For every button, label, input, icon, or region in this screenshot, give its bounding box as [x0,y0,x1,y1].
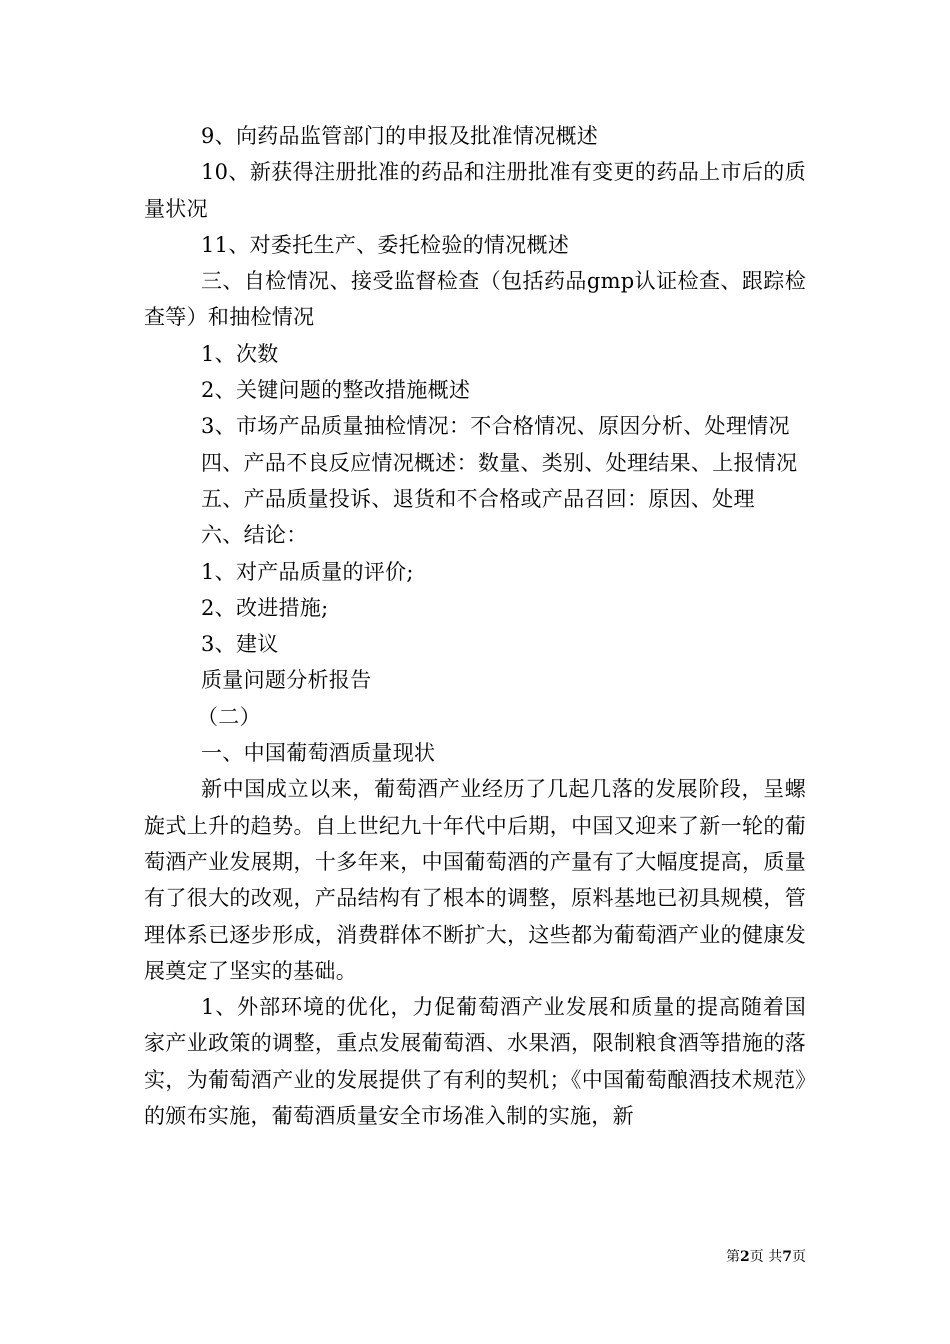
list-item-market-sampling: 3、市场产品质量抽检情况：不合格情况、原因分析、处理情况 [201,414,790,439]
total-pages-number: 7 [782,1249,792,1265]
current-page-number: 2 [740,1249,750,1265]
section-heading-5: 五、产品质量投诉、退货和不合格或产品召回：原因、处理 [201,486,755,511]
list-item-9: 9、向药品监管部门的申报及批准情况概述 [201,124,599,148]
list-item-11: 11、对委托生产、委托检验的情况概述 [201,232,570,257]
section-heading-4: 四、产品不良反应情况概述：数量、类别、处理结果、上报情况 [201,450,798,475]
list-item-10: 10、新获得注册批准的药品和注册批准有变更的药品上市后的质量状况 [144,160,806,221]
list-item-suggestion: 3、建议 [201,632,279,657]
footer-middle: 页 共 [749,1249,783,1265]
report-number: （二） [197,704,261,729]
section-heading-6: 六、结论： [201,523,308,548]
body-paragraph-2: 1、外部环境的优化，力促葡萄酒产业发展和质量的提高随着国家产业政策的调整，重点发展葡萄酒、水果酒，限制粮食酒等措施的落实，为葡萄酒产业的发展提供了有利的契机；《中国葡萄酿酒技术规范》的颁布实施，葡萄酒质量安全市场准入制的实施，新 [144,995,806,1129]
section-heading-3: 三、自检情况、接受监督检查（包括药品gmp认证检查、跟踪检查等）和抽检情况 [144,269,806,330]
list-item-count: 1、次数 [201,341,279,366]
document-body [144,118,806,1134]
footer-suffix: 页 [792,1249,806,1265]
list-item-improvement: 2、改进措施; [201,595,329,620]
page-footer [726,1246,806,1266]
report-title: 质量问题分析报告 [201,668,372,693]
body-paragraph-1: 新中国成立以来，葡萄酒产业经历了几起几落的发展阶段，呈螺旋式上升的趋势。自上世纪九十年代中后期，中国又迎来了新一轮的葡萄酒产业发展期，十多年来，中国葡萄酒的产量有了大幅度提高，质量有了很大的改观，产品结构有了根本的调整，原料基地已初具规模，管理体系已逐步形成，消费群体不断扩大，这些都为葡萄酒产业的健康发展奠定了坚实的基础。 [144,777,806,983]
list-item-evaluation: 1、对产品质量的评价; [201,559,414,584]
list-item-key-issues: 2、关键问题的整改措施概述 [201,378,471,403]
footer-prefix: 第 [726,1249,741,1265]
report-section-heading-1: 一、中国葡萄酒质量现状 [201,741,436,766]
